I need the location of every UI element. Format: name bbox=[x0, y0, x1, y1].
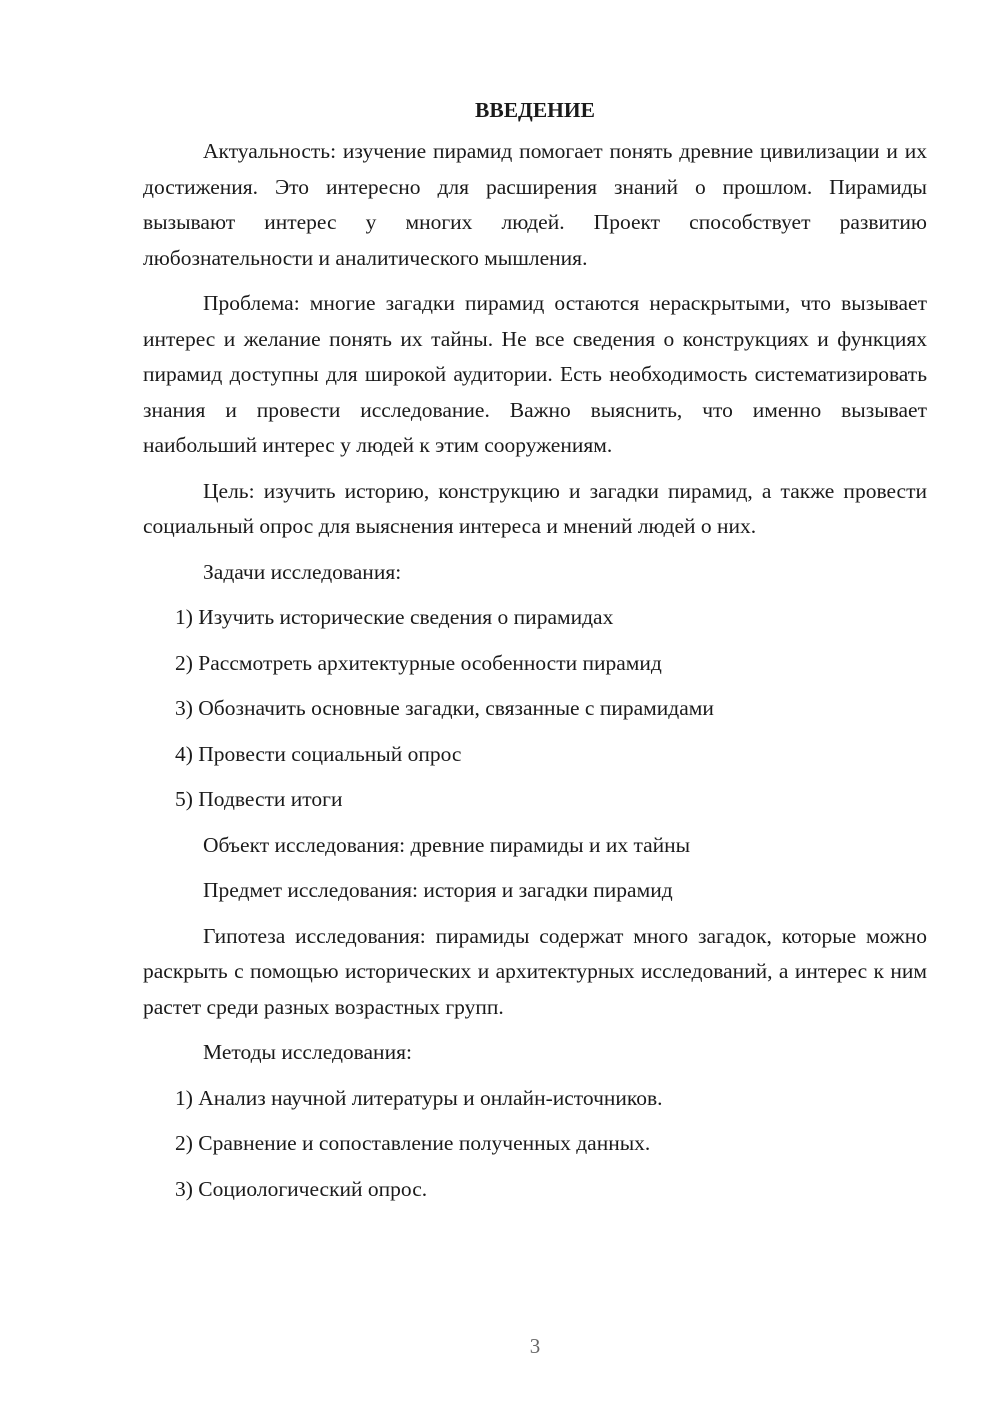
subject-line: Предмет исследования: история и загадки пирамид bbox=[203, 878, 673, 902]
method-item-2: 2) Сравнение и сопоставление полученных данных. bbox=[175, 1131, 651, 1155]
problem-paragraph: Проблема: многие загадки пирамид остаются нераскрытыми, что вызывает интерес и желание понять их тайны. Не все сведения о конструкциях и функциях пирамид доступны для широкой аудитории. Есть необходимость систематизировать знания и провести исследование. Важно выяснить, что именно вызывает наибольший интерес у людей к этим сооружениям. bbox=[143, 291, 927, 457]
page-title: ВВЕДЕНИЕ bbox=[475, 98, 595, 122]
task-item-1: 1) Изучить исторические сведения о пирамидах bbox=[175, 605, 614, 629]
document-page bbox=[143, 96, 927, 1217]
method-item-1: 1) Анализ научной литературы и онлайн-источников. bbox=[175, 1085, 663, 1110]
task-item-4: 4) Провести социальный опрос bbox=[175, 741, 462, 766]
task-item-3: 3) Обозначить основные загадки, связанные с пирамидами bbox=[175, 696, 714, 720]
goal-paragraph: Цель: изучить историю, конструкцию и загадки пирамид, а также провести социальный опрос для выяснения интереса и мнений людей о них. bbox=[143, 478, 927, 538]
tasks-heading: Задачи исследования: bbox=[203, 559, 402, 584]
method-item-3: 3) Социологический опрос. bbox=[175, 1176, 428, 1201]
methods-heading: Методы исследования: bbox=[203, 1040, 412, 1064]
object-line: Объект исследования: древние пирамиды и их тайны bbox=[203, 832, 691, 857]
hypothesis-paragraph: Гипотеза исследования: пирамиды содержат много загадок, которые можно раскрыть с помощью исторических и архитектурных исследований, а интерес к ним растет среди разных возрастных групп. bbox=[143, 923, 927, 1019]
relevance-paragraph: Актуальность: изучение пирамид помогает понять древние цивилизации и их достижения. Это интересно для расширения знаний о прошлом. Пирамиды вызывают интерес у многих людей. Проект способствует развитию любознательности и аналитического мышления. bbox=[143, 139, 927, 270]
task-item-5: 5) Подвести итоги bbox=[175, 787, 343, 811]
task-item-2: 2) Рассмотреть архитектурные особенности пирамид bbox=[175, 650, 662, 675]
page-number: 3 bbox=[529, 1334, 541, 1358]
